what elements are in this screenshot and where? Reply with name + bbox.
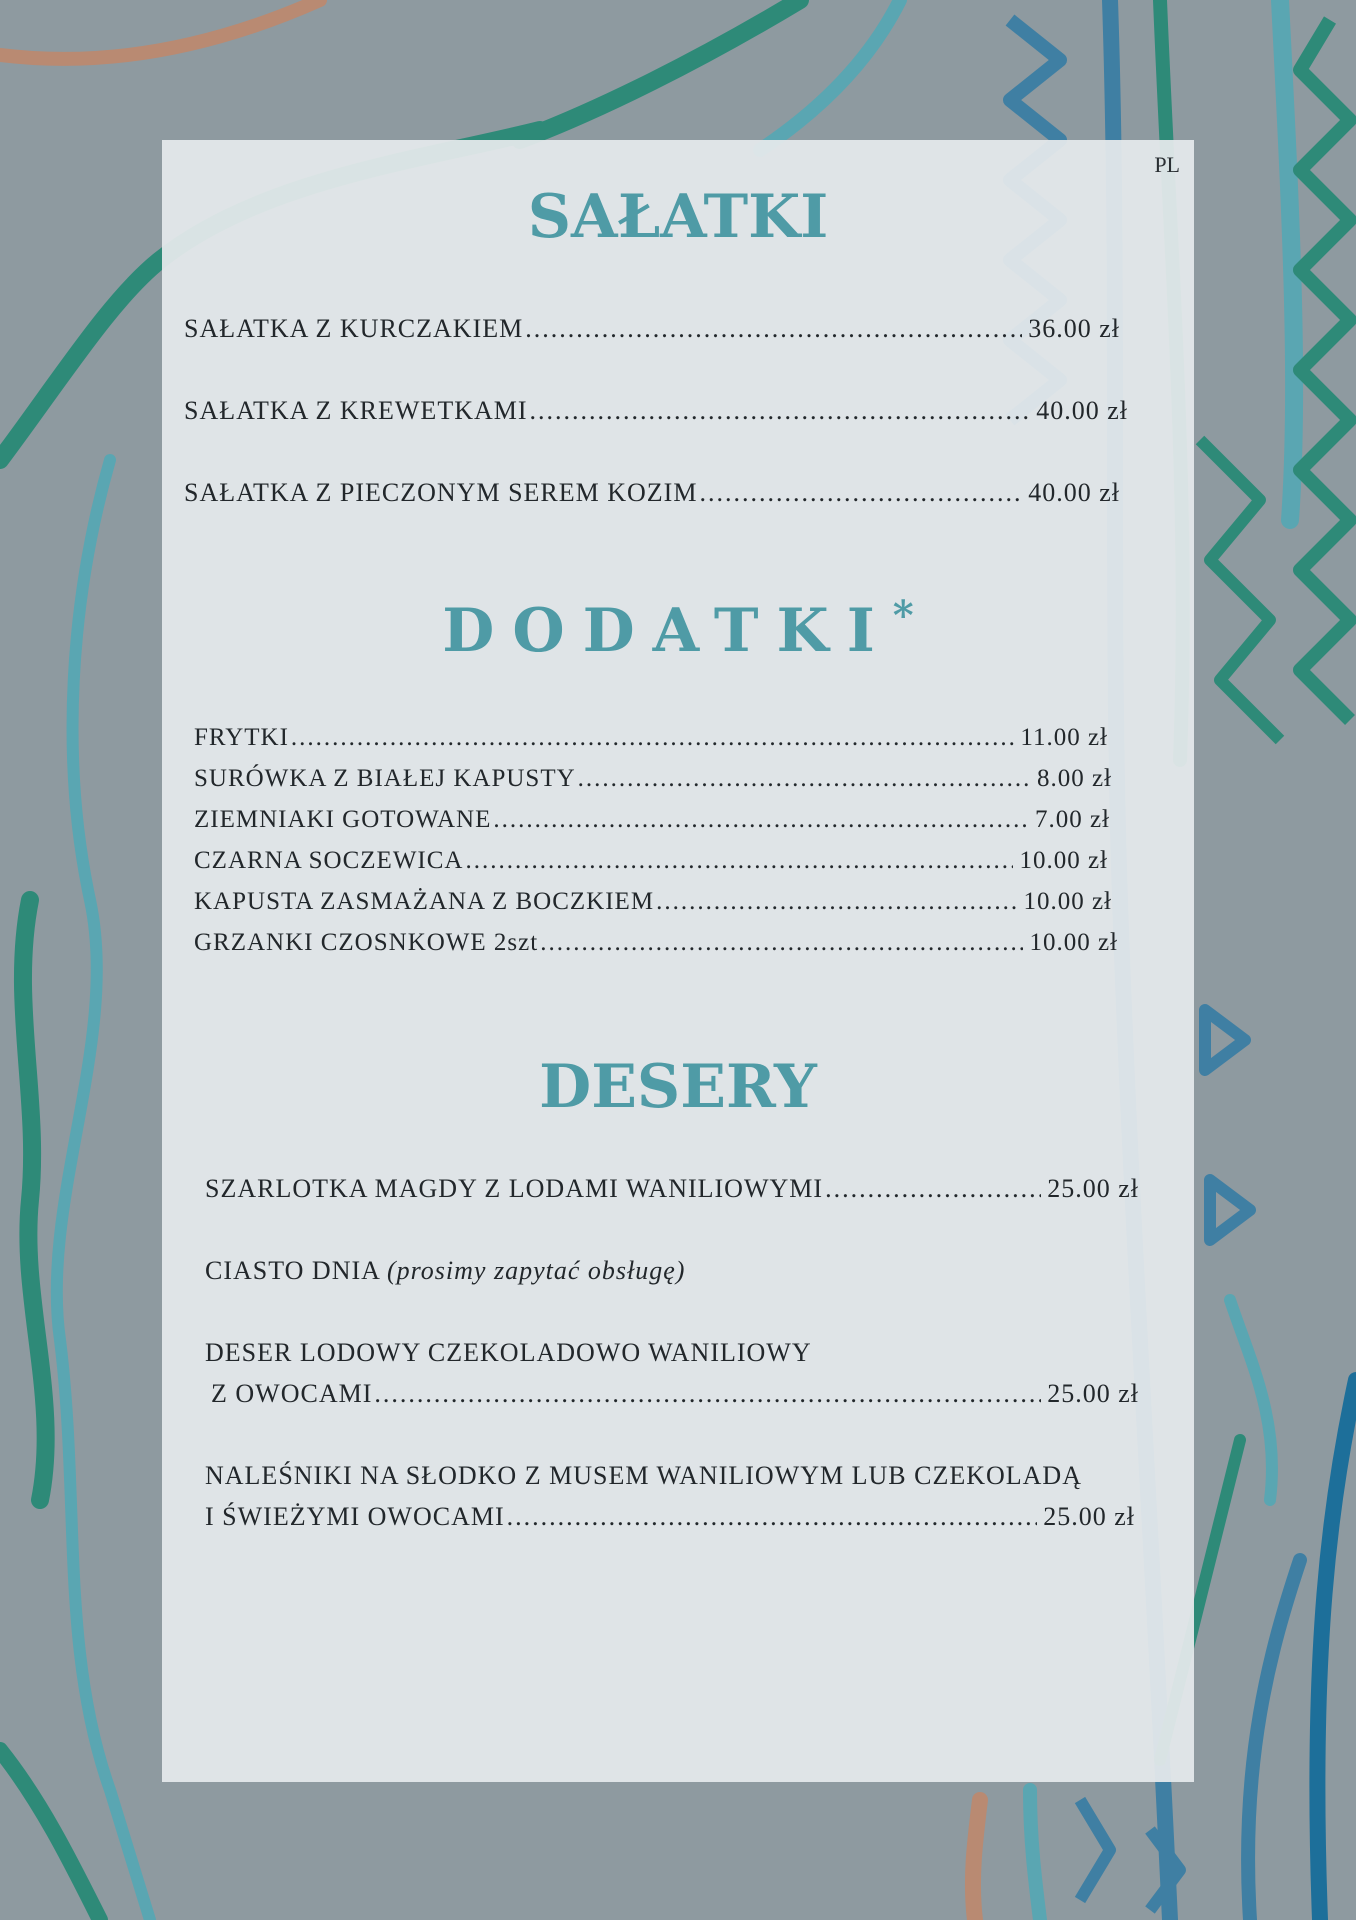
item-name: ZIEMNIAKI GOTOWANE	[194, 806, 492, 833]
menu-item	[194, 806, 1110, 834]
menu-item	[194, 847, 1108, 875]
item-price: 10.00 zł	[1023, 888, 1112, 915]
item-price: 40.00 zł	[1028, 478, 1120, 507]
menu-card	[162, 140, 1194, 1782]
item-name: KAPUSTA ZASMAŻANA Z BOCZKIEM	[194, 888, 655, 915]
section-title-dodatki	[162, 592, 1194, 666]
menu-item	[194, 888, 1112, 916]
item-name: CIASTO DNIA	[205, 1256, 380, 1285]
dot-leader	[578, 765, 1031, 793]
dot-leader	[374, 1379, 1041, 1409]
item-price: 7.00 zł	[1034, 806, 1110, 833]
item-price: 10.00 zł	[1019, 847, 1108, 874]
dot-leader	[291, 724, 1014, 752]
item-name: SAŁATKA Z KURCZAKIEM	[184, 314, 524, 343]
item-name: SZARLOTKA MAGDY Z LODAMI WANILIOWYMI	[205, 1174, 824, 1203]
item-price: 25.00 zł	[1043, 1502, 1135, 1531]
item-name: SAŁATKA Z KREWETKAMI	[184, 396, 528, 425]
dot-leader	[699, 478, 1022, 508]
item-name: FRYTKI	[194, 724, 289, 751]
menu-item	[194, 765, 1112, 793]
dot-leader	[465, 847, 1013, 875]
item-price: 10.00 zł	[1029, 929, 1118, 956]
dot-leader	[507, 1502, 1038, 1532]
menu-item	[194, 724, 1108, 752]
dot-leader	[525, 314, 1022, 344]
dot-leader	[530, 396, 1031, 426]
item-price: 25.00 zł	[1047, 1379, 1139, 1408]
dot-leader	[540, 929, 1023, 957]
menu-item	[184, 478, 1120, 508]
dot-leader	[825, 1174, 1041, 1204]
dot-leader	[656, 888, 1017, 916]
item-price: 36.00 zł	[1028, 314, 1120, 343]
menu-item	[205, 1256, 685, 1286]
item-note: (prosimy zapytać obsługę)	[386, 1256, 686, 1285]
language-label: PL	[1154, 152, 1180, 177]
section-title-salatki: SAŁATKI	[527, 182, 829, 252]
asterisk-mark: *	[892, 592, 914, 639]
item-name-line: DESER LODOWY CZEKOLADOWO WANILIOWY	[205, 1338, 812, 1367]
item-name: I ŚWIEŻYMI OWOCAMI	[205, 1502, 505, 1531]
item-name-line: NALEŚNIKI NA SŁODKO Z MUSEM WANILIOWYM LUB CZEKOLADĄ	[205, 1461, 1082, 1490]
item-name: CZARNA SOCZEWICA	[194, 847, 464, 874]
item-price: 8.00 zł	[1036, 765, 1112, 792]
item-price: 11.00 zł	[1020, 724, 1108, 751]
item-price: 40.00 zł	[1036, 396, 1128, 425]
menu-item	[205, 1174, 1139, 1204]
item-name: SURÓWKA Z BIAŁEJ KAPUSTY	[194, 765, 576, 792]
item-name: Z OWOCAMI	[211, 1379, 373, 1408]
item-name: SAŁATKA Z PIECZONYM SEREM KOZIM	[184, 478, 698, 507]
menu-item	[194, 929, 1118, 957]
menu-item	[184, 396, 1128, 426]
section-title-text: DODATKI	[442, 596, 893, 666]
menu-item	[205, 1502, 1135, 1532]
section-title-desery: DESERY	[539, 1052, 817, 1122]
dot-leader	[493, 806, 1029, 834]
menu-item	[184, 314, 1120, 344]
menu-item	[211, 1379, 1139, 1409]
item-name: GRZANKI CZOSNKOWE 2szt	[194, 929, 539, 956]
item-price: 25.00 zł	[1047, 1174, 1139, 1203]
